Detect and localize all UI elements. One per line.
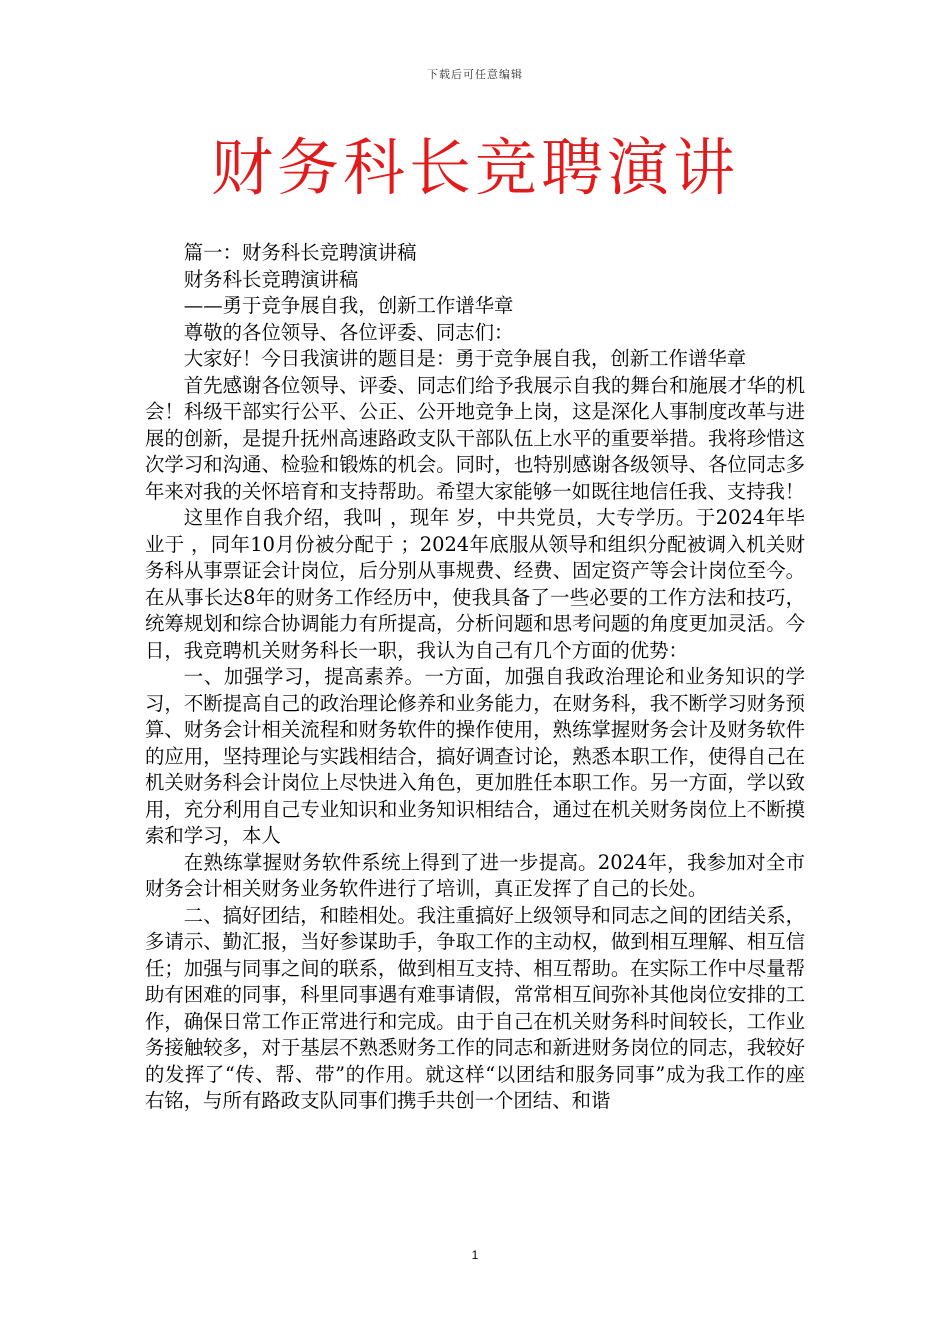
paragraph: ——勇于竞争展自我，创新工作谱华章 (183, 294, 514, 317)
paragraph: 财务科长竞聘演讲稿 (183, 267, 359, 291)
paragraph: 篇一：财务科长竞聘演讲稿 (183, 241, 417, 264)
paragraph: 首先感谢各位领导、评委、同志们给予我展示自我的舞台和施展才华的机会！科级干部实行公平、公正、公开地竞争上岗，这是深化人事制度改革与进展的创新，是提升抚州高速路政支队干部队伍上水平的重要举措。我将珍惜这次学习和沟通、检验和锻炼的机会。同时，也特别感谢各级领导、各位同志多年来对我的关怀培育和支持帮助。希望大家能够一如既往地信任我、支持我！ (145, 373, 805, 503)
document-title: 财务科长竞聘演讲 (210, 131, 739, 204)
paragraph: 大家好！今日我演讲的题目是：勇于竞争展自我，创新工作谱华章 (183, 347, 747, 370)
page-header-note: 下载后可任意编辑 (427, 68, 523, 81)
paragraph: 二、搞好团结，和睦相处。我注重搞好上级领导和同志之间的团结关系，多请示、勤汇报，当好参谋助手，争取工作的主动权，做到相互理解、相互信任；加强与同事之间的联系，做到相互支持、相互帮助。在实际工作中尽量帮助有困难的同事，科里同事遇有难事请假，常常相互间弥补其他岗位安排的工作，确保日常工作正常进行和完成。由于自己在机关财务科时间较长，工作业务接触较多，对于基层不熟悉财务工作的同志和新进财务岗位的同志，我较好的发挥了“传、帮、带”的作用。就这样“以团结和服务同事”成为我工作的座右铭，与所有路政支队同事们携手共创一个团结、和谐 (145, 903, 805, 1112)
document-body (145, 240, 805, 1115)
paragraph: 在熟练掌握财务软件系统上得到了进一步提高。2024年，我参加对全市 财务会计相关财务业务软件进行了培训，真正发挥了自己的长处。 (145, 850, 805, 900)
page-number: 1 (471, 1248, 479, 1262)
paragraph: 一、加强学习，提高素养。一方面，加强自我政治理论和业务知识的学习，不断提高自己的政治理论修养和业务能力，在财务科，我不断学习财务预算、财务会计相关流程和财务软件的操作使用，熟练掌握财务会计及财务软件的应用，坚持理论与实践相结合，搞好调查讨论，熟悉本职工作，使得自己在机关财务科会计岗位上尽快进入角色，更加胜任本职工作。另一方面，学以致用，充分利用自己专业知识和业务知识相结合，通过在机关财务岗位上不断摸索和学习，本人 (145, 665, 805, 847)
paragraph: 尊敬的各位领导、各位评委、同志们： (183, 320, 514, 344)
paragraph: 这里作自我介绍，我叫 ，现年 岁，中共党员，大专学历。于2024年毕业于 ，同年10月份被分配于 ；2024年底服从领导和组织分配被调入机关财务科从事票证会计岗位，后分别从事规费、经费、固定资产等会计岗位至今。在从事长达8年的财务工作经历中，使我具备了一些必要的工作方法和技巧，统筹规划和综合协调能力有所提高，分析问题和思考问题的角度更加灵活。今日，我竞聘机关财务科长一职，我认为自己有几个方面的优势： (145, 506, 805, 662)
